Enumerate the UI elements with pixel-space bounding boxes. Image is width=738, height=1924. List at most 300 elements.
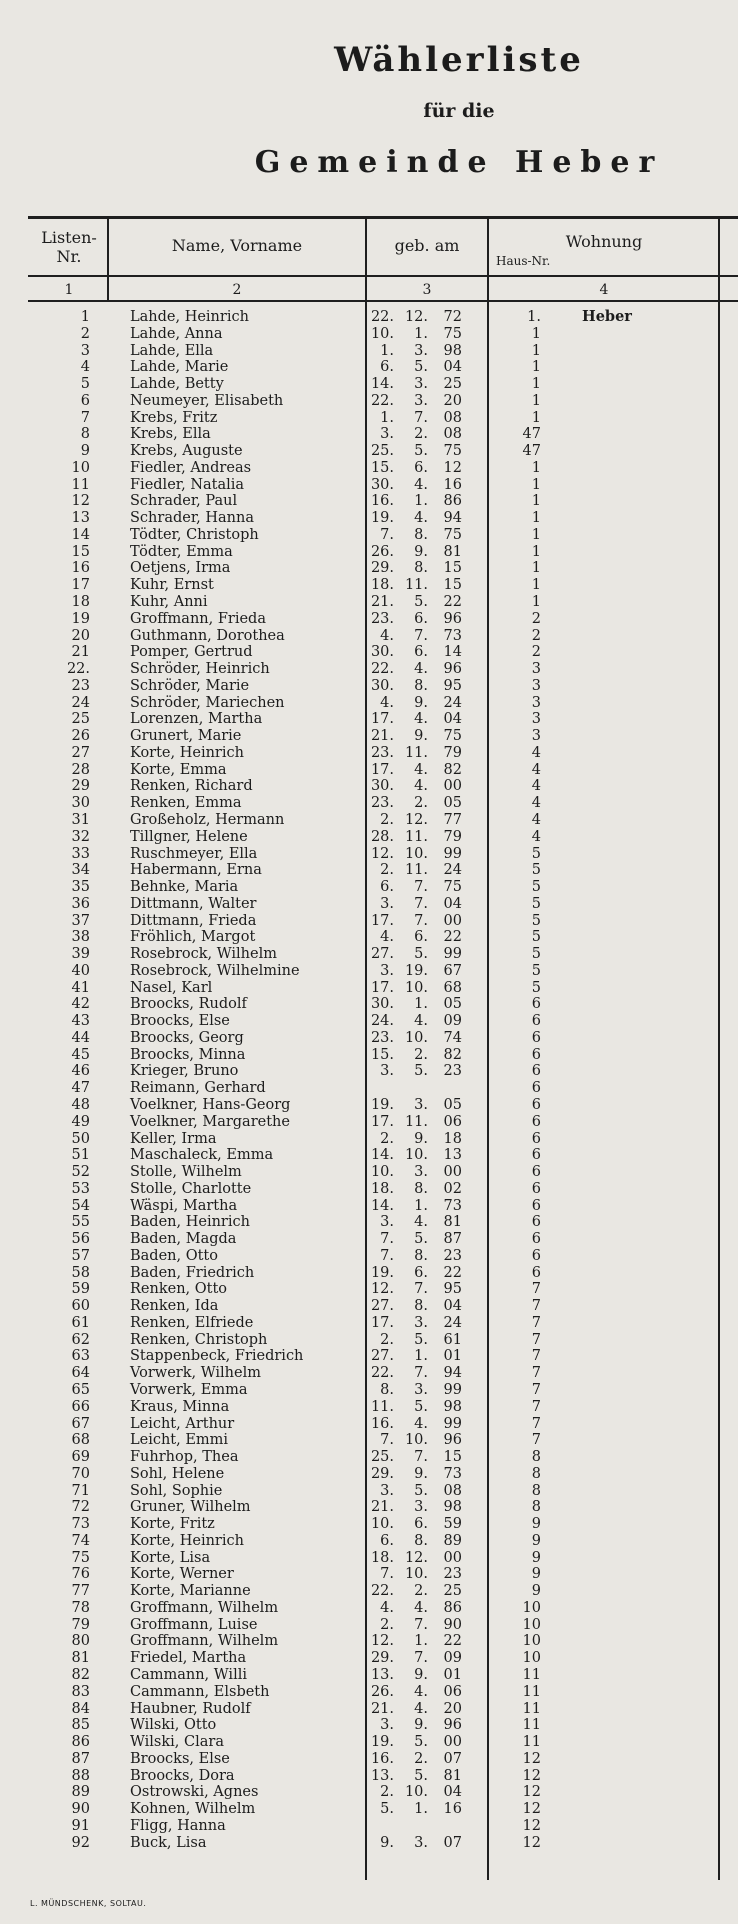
house-number: 7 [531, 1365, 541, 1382]
house-number: 1. [527, 309, 541, 325]
birth-day: 7. [380, 1432, 394, 1449]
birth-year: 00 [443, 1734, 462, 1751]
birth-month: 3. [414, 1834, 428, 1851]
table-row [0, 1030, 738, 1047]
list-number: 54 [71, 1197, 90, 1214]
list-number: 46 [71, 1063, 90, 1080]
birth-day: 17. [370, 1113, 394, 1130]
house-number: 3 [531, 661, 541, 678]
table-row [0, 661, 738, 678]
table-row [0, 1516, 738, 1533]
birth-year: 75 [443, 526, 462, 543]
list-number: 39 [71, 946, 90, 963]
birth-year: 23 [443, 1247, 462, 1264]
table-row [0, 1332, 738, 1349]
voter-name: Grunert, Marie [130, 728, 242, 745]
birth-month: 4. [414, 1683, 428, 1700]
birth-month: 9. [414, 728, 428, 745]
birth-day: 29. [370, 1465, 394, 1482]
birth-month: 8. [414, 1298, 428, 1315]
top-rule [28, 216, 738, 219]
birth-year: 79 [443, 828, 462, 845]
voter-name: Baden, Otto [130, 1247, 218, 1264]
house-number: 3 [531, 711, 541, 728]
house-number: 6 [531, 1029, 541, 1046]
table-row [0, 577, 738, 594]
birth-month: 4. [414, 1214, 428, 1231]
birth-day: 6. [380, 1532, 394, 1549]
birth-year: 00 [443, 778, 462, 795]
birth-day: 26. [370, 1683, 394, 1700]
house-number: 2 [531, 627, 541, 644]
table-row [0, 1013, 738, 1030]
voter-name: Korte, Heinrich [130, 1532, 244, 1549]
voter-name: Rosebrock, Wilhelmine [130, 962, 300, 979]
list-number: 80 [71, 1633, 90, 1650]
birth-month: 1. [414, 1633, 428, 1650]
table-row [0, 1416, 738, 1433]
birth-year: 99 [443, 1415, 462, 1432]
table-row [0, 594, 738, 611]
list-number: 50 [71, 1130, 90, 1147]
table-row [0, 879, 738, 896]
birth-day: 19. [370, 1264, 394, 1281]
birth-day: 15. [370, 459, 394, 476]
list-number: 19 [71, 610, 90, 627]
birth-day: 2. [380, 811, 394, 828]
birth-month: 6. [414, 610, 428, 627]
voter-name: Haubner, Rudolf [130, 1700, 251, 1717]
house-number: 1 [531, 342, 541, 359]
house-number: 2 [531, 644, 541, 661]
birth-year: 04 [443, 1784, 462, 1801]
voter-name: Baden, Magda [130, 1231, 237, 1248]
table-row [0, 1768, 738, 1785]
birth-month: 3. [414, 376, 428, 393]
house-number: 9 [531, 1516, 541, 1533]
voter-name: Groffmann, Frieda [130, 610, 266, 627]
house-number: 4 [531, 744, 541, 761]
birth-year: 79 [443, 744, 462, 761]
birth-month: 7. [414, 895, 428, 912]
birth-day: 16. [370, 1750, 394, 1767]
birth-year: 09 [443, 1013, 462, 1030]
table-row [0, 1701, 738, 1718]
birth-year: 00 [443, 912, 462, 929]
list-number: 76 [71, 1566, 90, 1583]
list-number: 18 [71, 594, 90, 611]
table-row [0, 359, 738, 376]
table-row [0, 1198, 738, 1215]
house-number: 6 [531, 1080, 541, 1097]
birth-day: 3. [380, 1717, 394, 1734]
birth-day: 7. [380, 1566, 394, 1583]
table-row [0, 1734, 738, 1751]
house-number: 6 [531, 1113, 541, 1130]
birth-month: 2. [414, 1750, 428, 1767]
birth-year: 96 [443, 1432, 462, 1449]
birth-year: 59 [443, 1516, 462, 1533]
birth-year: 22 [443, 1633, 462, 1650]
list-number: 64 [71, 1365, 90, 1382]
list-number: 65 [71, 1382, 90, 1398]
birth-month: 6. [414, 1264, 428, 1281]
list-number: 16 [71, 560, 90, 577]
birth-day: 4. [380, 1599, 394, 1616]
house-number: 1 [531, 526, 541, 543]
birth-year: 75 [443, 443, 462, 460]
birth-year: 87 [443, 1231, 462, 1248]
birth-year: 95 [443, 1281, 462, 1298]
birth-month: 1. [414, 1348, 428, 1365]
voter-name: Groffmann, Wilhelm [130, 1633, 279, 1650]
birth-day: 4. [380, 627, 394, 644]
birth-day: 2. [380, 862, 394, 879]
house-number: 5 [531, 946, 541, 963]
voter-name: Lahde, Ella [130, 342, 214, 359]
voter-name: Ruschmeyer, Ella [130, 845, 258, 862]
voter-name: Renken, Richard [130, 778, 253, 795]
house-number: 5 [531, 912, 541, 929]
table-row [0, 1231, 738, 1248]
house-number: 7 [531, 1432, 541, 1449]
voter-name: Broocks, Dora [130, 1767, 235, 1784]
birth-day: 17. [370, 979, 394, 996]
birth-month: 7. [414, 879, 428, 896]
voter-name: Voelkner, Hans-Georg [130, 1096, 291, 1113]
list-number: 24 [71, 694, 90, 711]
house-number: 1 [531, 594, 541, 611]
list-number: 11 [71, 476, 90, 493]
house-number: 4 [531, 828, 541, 845]
voter-name: Krieger, Bruno [130, 1063, 239, 1080]
house-number: 5 [531, 862, 541, 879]
voter-name: Lahde, Heinrich [130, 309, 249, 325]
birth-year: 81 [443, 1767, 462, 1784]
table-row [0, 1164, 738, 1181]
birth-month: 9. [414, 543, 428, 560]
birth-year: 24 [443, 862, 462, 879]
birth-year: 02 [443, 1180, 462, 1197]
birth-year: 81 [443, 1214, 462, 1231]
birth-month: 4. [414, 761, 428, 778]
voter-name: Keller, Irma [130, 1130, 217, 1147]
table-row [0, 1835, 738, 1852]
list-number: 2 [80, 325, 90, 342]
birth-month: 19. [404, 962, 428, 979]
birth-year: 04 [443, 1298, 462, 1315]
list-number: 92 [71, 1834, 90, 1851]
birth-month: 5. [414, 946, 428, 963]
birth-month: 5. [414, 1767, 428, 1784]
birth-year: 20 [443, 1700, 462, 1717]
table-row [0, 1667, 738, 1684]
birth-day: 3. [380, 426, 394, 443]
house-number: 6 [531, 1096, 541, 1113]
house-number: 6 [531, 1046, 541, 1063]
voter-name: Fuhrhop, Thea [130, 1449, 239, 1466]
voter-name: Leicht, Arthur [130, 1415, 235, 1432]
birth-year: 23 [443, 1063, 462, 1080]
birth-year: 00 [443, 1549, 462, 1566]
list-number: 84 [71, 1700, 90, 1717]
list-number: 26 [71, 728, 90, 745]
voter-name: Kuhr, Anni [130, 594, 208, 611]
list-number: 51 [71, 1147, 90, 1164]
birth-year: 98 [443, 342, 462, 359]
table-row [0, 728, 738, 745]
table-row [0, 1281, 738, 1298]
voter-name: Schröder, Marie [130, 677, 250, 694]
voter-name: Krebs, Fritz [130, 409, 218, 426]
birth-day: 21. [370, 594, 394, 611]
birth-month: 9. [414, 1130, 428, 1147]
birth-month: 6. [414, 459, 428, 476]
table-row [0, 795, 738, 812]
birth-year: 61 [443, 1331, 462, 1348]
birth-day: 24. [370, 1013, 394, 1030]
birth-year: 86 [443, 493, 462, 510]
table-row [0, 695, 738, 712]
list-number: 3 [80, 342, 90, 359]
table-row [0, 343, 738, 360]
table-row [0, 1566, 738, 1583]
birth-year: 25 [443, 376, 462, 393]
voter-name: Schrader, Hanna [130, 510, 255, 527]
house-number: 4 [531, 761, 541, 778]
birth-year: 72 [443, 309, 462, 325]
table-row [0, 1348, 738, 1365]
voter-name: Groffmann, Wilhelm [130, 1599, 279, 1616]
birth-month: 5. [414, 443, 428, 460]
house-number: 1 [531, 359, 541, 376]
birth-month: 4. [414, 1013, 428, 1030]
birth-day: 3. [380, 1214, 394, 1231]
birth-month: 4. [414, 661, 428, 678]
voter-name: Broocks, Rudolf [130, 996, 247, 1013]
birth-day: 17. [370, 711, 394, 728]
table-row [0, 527, 738, 544]
house-number: 12 [522, 1834, 541, 1851]
birth-year: 77 [443, 811, 462, 828]
house-number: 1 [531, 376, 541, 393]
birth-day: 9. [380, 1834, 394, 1851]
house-number: 7 [531, 1314, 541, 1331]
table-row [0, 1751, 738, 1768]
list-number: 78 [71, 1599, 90, 1616]
voter-name: Stolle, Charlotte [130, 1180, 252, 1197]
birth-month: 5. [414, 359, 428, 376]
list-number: 79 [71, 1616, 90, 1633]
birth-day: 25. [370, 443, 394, 460]
list-number: 88 [71, 1767, 90, 1784]
table-row [0, 1717, 738, 1734]
birth-day: 22. [370, 1583, 394, 1600]
house-number: 4 [531, 778, 541, 795]
birth-day: 19. [370, 1734, 394, 1751]
house-number: 8 [531, 1482, 541, 1499]
house-number: 12 [522, 1801, 541, 1818]
table-row [0, 1315, 738, 1332]
birth-year: 08 [443, 426, 462, 443]
table-row [0, 560, 738, 577]
birth-year: 75 [443, 879, 462, 896]
voter-name: Baden, Friedrich [130, 1264, 255, 1281]
birth-month: 10. [404, 1784, 428, 1801]
list-number: 59 [71, 1281, 90, 1298]
list-number: 55 [71, 1214, 90, 1231]
birth-day: 27. [370, 1298, 394, 1315]
table-row [0, 862, 738, 879]
house-number: 7 [531, 1348, 541, 1365]
birth-year: 00 [443, 1164, 462, 1181]
table-row [0, 1214, 738, 1231]
birth-month: 2. [414, 795, 428, 812]
voter-name: Dittmann, Walter [130, 895, 257, 912]
header-rule [28, 275, 738, 277]
list-number: 4 [80, 359, 90, 376]
house-number: 5 [531, 879, 541, 896]
voter-name: Neumeyer, Elisabeth [130, 392, 284, 409]
voter-name: Lorenzen, Martha [130, 711, 263, 728]
house-number: 9 [531, 1549, 541, 1566]
voter-name: Behnke, Maria [130, 879, 239, 896]
birth-month: 11. [404, 577, 428, 594]
birth-year: 24 [443, 1314, 462, 1331]
list-number: 28 [71, 761, 90, 778]
house-number: 5 [531, 895, 541, 912]
birth-year: 25 [443, 1583, 462, 1600]
table-row [0, 1784, 738, 1801]
list-number: 63 [71, 1348, 90, 1365]
birth-month: 5. [414, 1398, 428, 1415]
house-number: 8 [531, 1499, 541, 1516]
house-number: 9 [531, 1583, 541, 1600]
birth-day: 14. [370, 376, 394, 393]
house-number: 8 [531, 1465, 541, 1482]
voter-name: Voelkner, Margarethe [130, 1113, 290, 1130]
house-number: 3 [531, 677, 541, 694]
birth-month: 3. [414, 1382, 428, 1398]
birth-day: 7. [380, 526, 394, 543]
birth-day: 29. [370, 560, 394, 577]
table-row [0, 1499, 738, 1516]
birth-month: 10. [404, 1029, 428, 1046]
birth-month: 7. [414, 409, 428, 426]
voter-name: Baden, Heinrich [130, 1214, 250, 1231]
list-number: 43 [71, 1013, 90, 1030]
list-number: 27 [71, 744, 90, 761]
birth-day: 7. [380, 1231, 394, 1248]
birth-year: 08 [443, 409, 462, 426]
house-number: 11 [522, 1734, 541, 1751]
voter-name: Lahde, Marie [130, 359, 229, 376]
list-number: 66 [71, 1398, 90, 1415]
voter-name: Lahde, Betty [130, 376, 224, 393]
birth-month: 4. [414, 476, 428, 493]
house-number: 5 [531, 929, 541, 946]
house-number: 12 [522, 1767, 541, 1784]
column-number-4: 4 [599, 282, 609, 298]
table-row [0, 460, 738, 477]
house-number: 1 [531, 577, 541, 594]
table-row [0, 393, 738, 410]
birth-month: 1. [414, 1197, 428, 1214]
voter-name: Vorwerk, Emma [130, 1382, 248, 1398]
voter-name: Korte, Fritz [130, 1516, 215, 1533]
birth-month: 3. [414, 1096, 428, 1113]
birth-year: 81 [443, 543, 462, 560]
table-row [0, 1818, 738, 1835]
house-number: 7 [531, 1281, 541, 1298]
house-number: 6 [531, 1013, 541, 1030]
header-born: geb. am [394, 236, 460, 255]
house-number: 11 [522, 1717, 541, 1734]
table-row [0, 1432, 738, 1449]
birth-month: 8. [414, 677, 428, 694]
birth-year: 95 [443, 677, 462, 694]
house-number: 1 [531, 392, 541, 409]
birth-day: 10. [370, 1516, 394, 1533]
list-number: 30 [71, 795, 90, 812]
voter-name: Gruner, Wilhelm [130, 1499, 251, 1516]
list-number: 22. [66, 661, 90, 678]
birth-year: 24 [443, 694, 462, 711]
table-row [0, 1080, 738, 1097]
birth-day: 22. [370, 309, 394, 325]
birth-year: 06 [443, 1683, 462, 1700]
birth-day: 22. [370, 392, 394, 409]
birth-day: 29. [370, 1650, 394, 1667]
house-number: 47 [522, 443, 541, 460]
voter-name: Leicht, Emmi [130, 1432, 229, 1449]
voter-table [0, 309, 738, 1851]
table-row [0, 544, 738, 561]
birth-month: 10. [404, 1432, 428, 1449]
table-row [0, 946, 738, 963]
list-number: 60 [71, 1298, 90, 1315]
birth-day: 23. [370, 1029, 394, 1046]
birth-day: 12. [370, 845, 394, 862]
voter-name: Broocks, Else [130, 1013, 230, 1030]
voter-name: Kraus, Minna [130, 1398, 230, 1415]
birth-year: 16 [443, 476, 462, 493]
house-number: 6 [531, 1247, 541, 1264]
birth-day: 25. [370, 1449, 394, 1466]
voter-name: Krebs, Auguste [130, 443, 243, 460]
birth-year: 12 [443, 459, 462, 476]
birth-year: 75 [443, 325, 462, 342]
table-row [0, 1684, 738, 1701]
voter-name: Schrader, Paul [130, 493, 238, 510]
table-row [0, 1633, 738, 1650]
table-row [0, 426, 738, 443]
house-number: 12 [522, 1817, 541, 1834]
birth-day: 12. [370, 1281, 394, 1298]
table-row [0, 996, 738, 1013]
list-number: 6 [80, 392, 90, 409]
voter-name: Stolle, Wilhelm [130, 1164, 242, 1181]
birth-day: 8. [380, 1382, 394, 1398]
birth-month: 11. [404, 744, 428, 761]
house-number: 6 [531, 1180, 541, 1197]
list-number: 17 [71, 577, 90, 594]
voter-name: Maschaleck, Emma [130, 1147, 274, 1164]
table-row [0, 1063, 738, 1080]
house-number: 6 [531, 996, 541, 1013]
birth-month: 8. [414, 1247, 428, 1264]
birth-month: 4. [414, 1415, 428, 1432]
